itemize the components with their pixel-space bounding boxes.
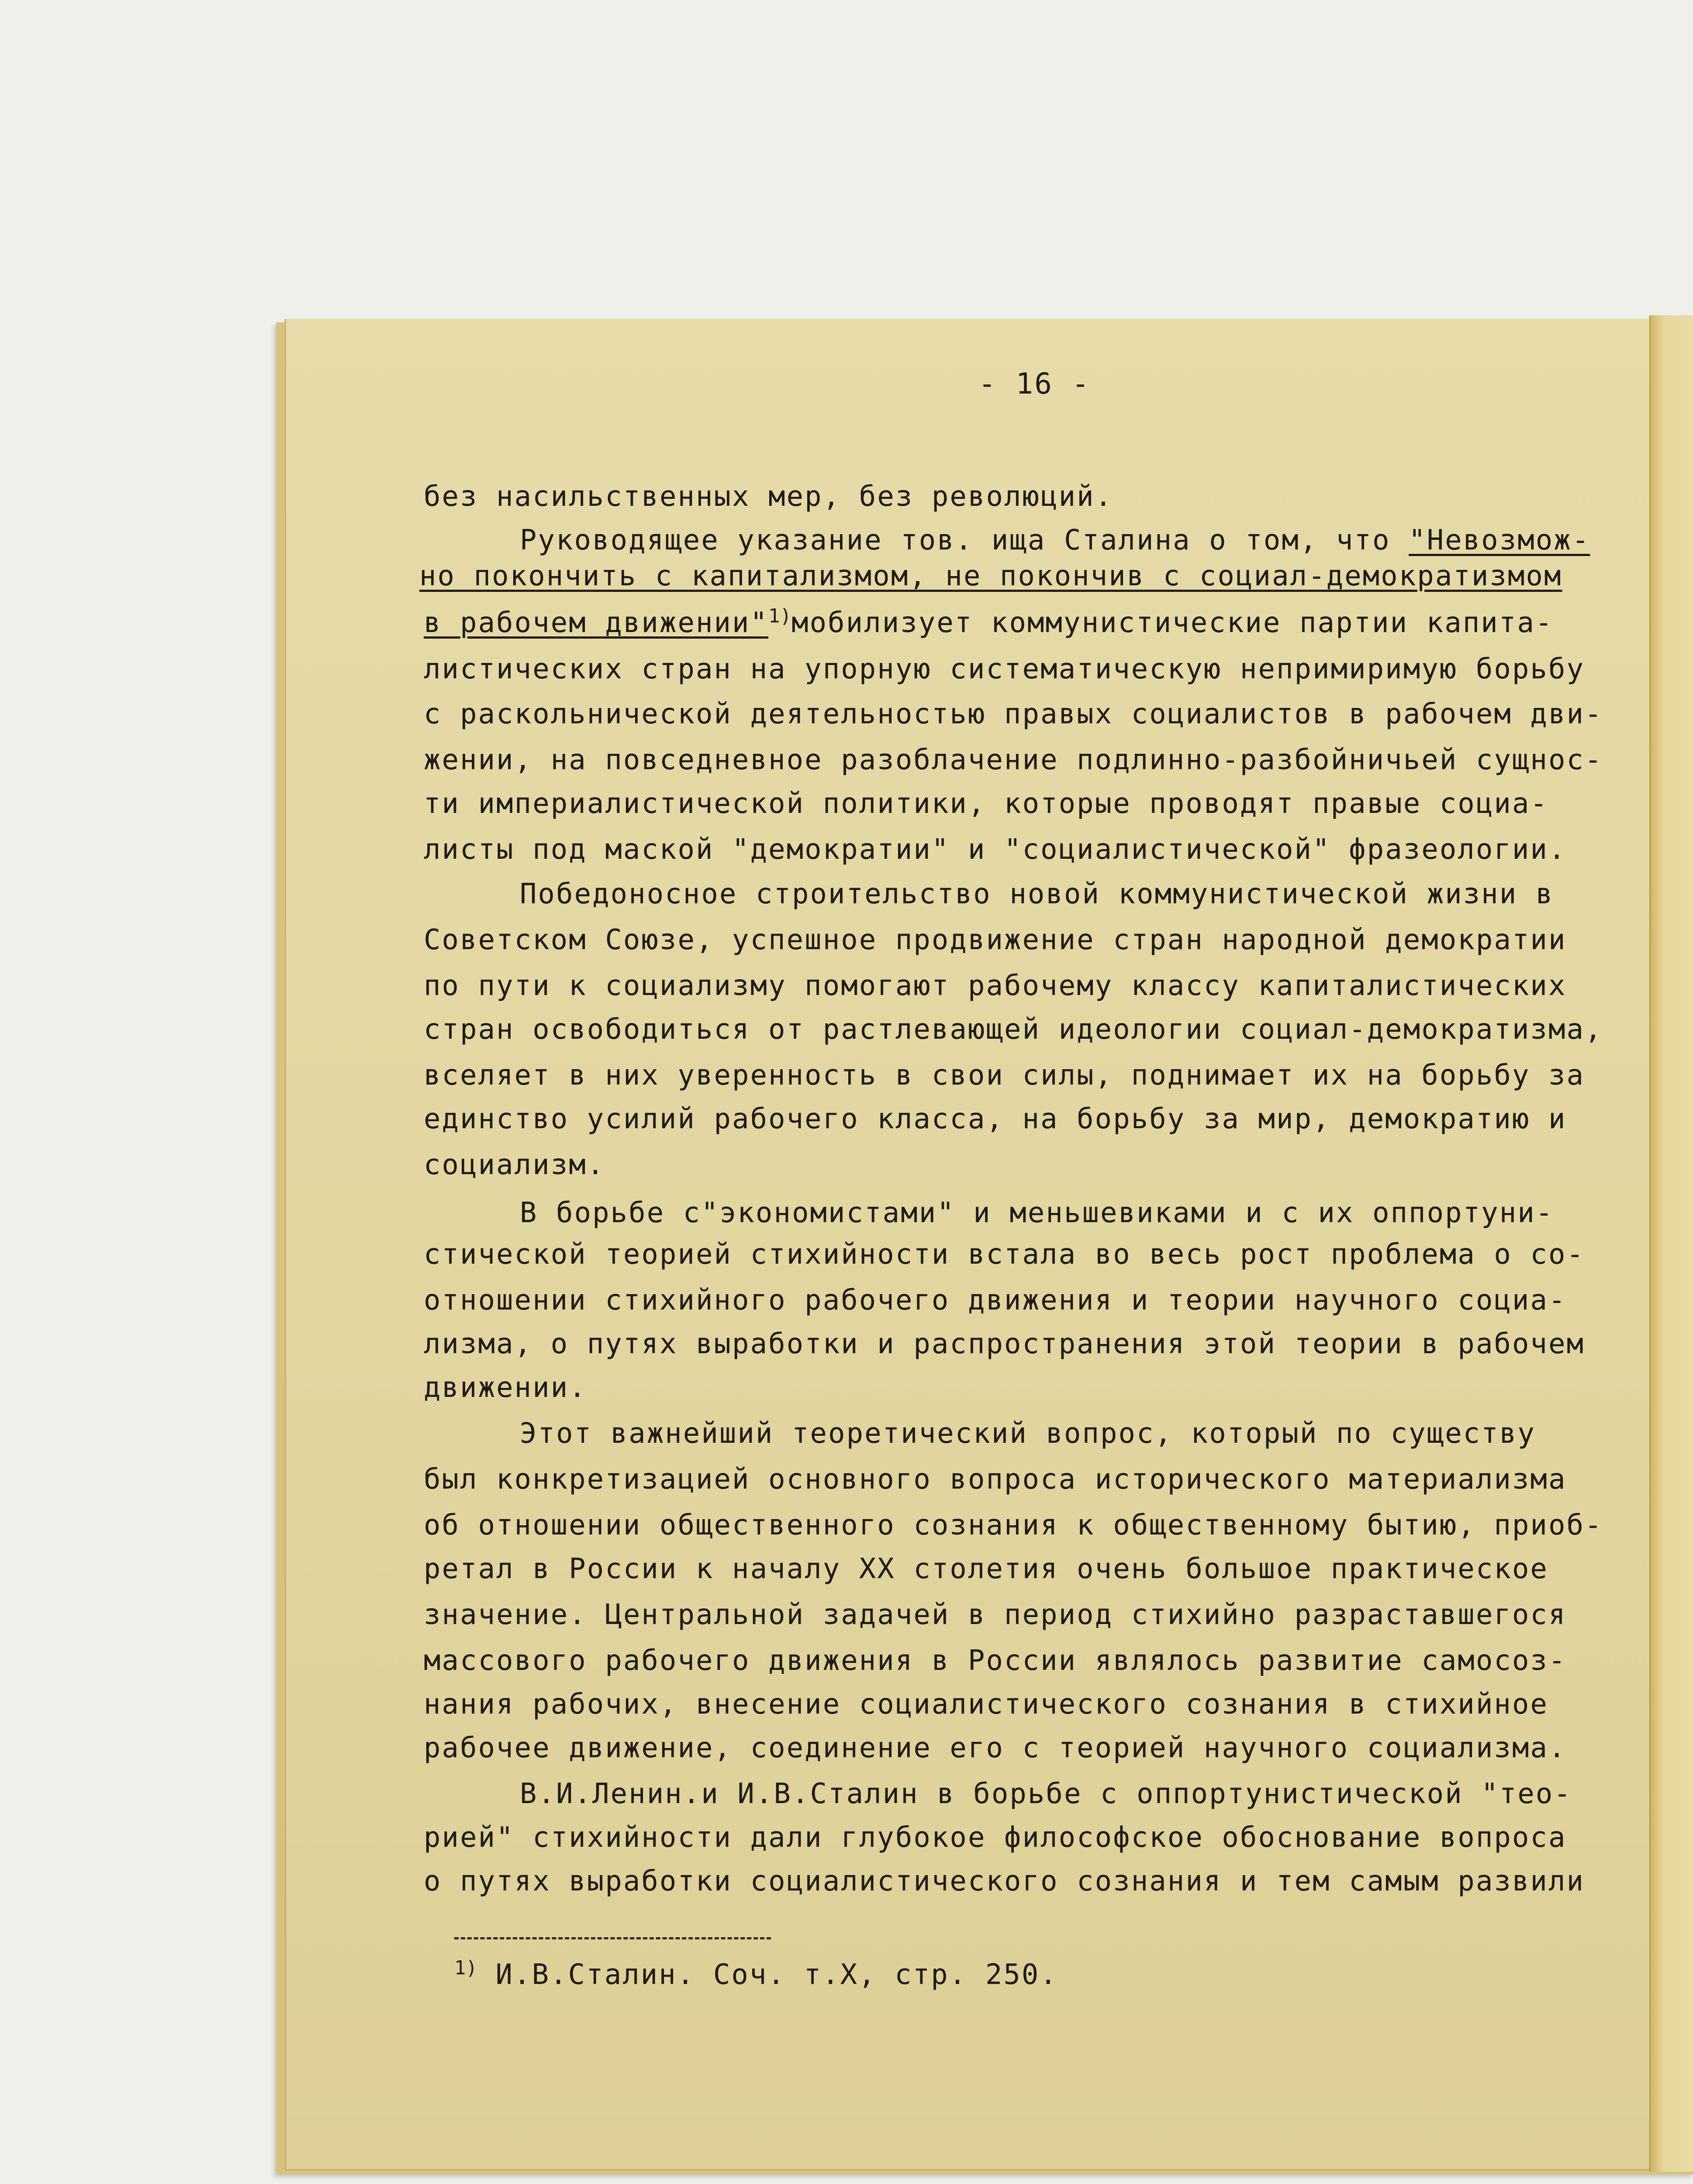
text-line: [424, 1372, 587, 1404]
text-segment: без насильственных мер, без революций.: [424, 480, 1113, 513]
text-segment: В.И.Ленин.и И.В.Сталин в борьбе с оппортунистической "тео-: [520, 1778, 1572, 1810]
text-line: [424, 1103, 1566, 1135]
text-segment: лизма, о путях выработки и распространения этой теории в рабочем: [424, 1328, 1585, 1360]
text-segment: стической теорией стихийности встала во весь рост проблема о со-: [424, 1238, 1585, 1271]
text-line: [424, 1149, 605, 1181]
text-segment: жении, на повседневное разоблачение подлинно-разбойничьей сущнос-: [424, 744, 1603, 776]
text-line: [424, 605, 1553, 639]
text-line: [424, 788, 1548, 820]
text-segment: Победоносное строительство новой коммунистической жизни в: [520, 878, 1554, 910]
text-segment: движении.: [424, 1372, 587, 1404]
text-segment: листических стран на упорную систематическую непримиримую борьбу: [424, 653, 1585, 685]
text-line: [424, 1284, 1566, 1317]
text-line: [424, 744, 1603, 776]
text-line: [424, 1328, 1585, 1360]
text-line: [520, 524, 1590, 556]
footnote-text: И.В.Сталин. Соч. т.X, стр. 250.: [495, 1959, 1058, 1991]
text-line: [424, 1732, 1566, 1764]
text-line: [424, 1821, 1566, 1854]
text-line: [419, 560, 1562, 592]
text-line: [424, 1688, 1548, 1721]
text-segment: ретал в России к началу XX столетия очень большое практическое: [424, 1553, 1548, 1585]
text-segment: мобилизует коммунистические партии капита-: [791, 607, 1554, 639]
text-line: [424, 653, 1585, 685]
text-line: [424, 833, 1566, 866]
text-line: [520, 878, 1554, 910]
text-line: [424, 1599, 1566, 1631]
text-segment: об отношении общественного сознания к общественному бытию, приоб-: [424, 1509, 1603, 1541]
underlined-quote: "Невозмож-: [1409, 524, 1590, 556]
footnote-ref: 1): [768, 605, 792, 627]
next-page-edge: [1649, 315, 1693, 2172]
text-line: [424, 970, 1566, 1002]
underlined-quote: но покончить с капитализмом, не покончив с социал-демократизмом: [419, 560, 1562, 592]
text-segment: отношении стихийного рабочего движения и теории научного социа-: [424, 1284, 1567, 1317]
text-line: [424, 480, 1113, 513]
text-line: [520, 1197, 1554, 1229]
text-segment: вселяет в них уверенность в свои силы, поднимает их на борьбу за: [424, 1059, 1585, 1092]
underlined-quote: в рабочем движении": [424, 607, 769, 639]
text-segment: листы под маской "демократии" и "социалистической" фразеологии.: [424, 833, 1567, 866]
text-segment: массового рабочего движения в России являлось развитие самосоз-: [424, 1645, 1567, 1677]
text-line: [424, 1553, 1548, 1585]
text-segment: стран освободиться от растлевающей идеологии социал-демократизма,: [424, 1013, 1603, 1046]
text-segment: рией" стихийности дали глубокое философское обоснование вопроса: [424, 1821, 1567, 1854]
text-segment: нания рабочих, внесение социалистического сознания в стихийное: [424, 1688, 1548, 1721]
text-segment: В борьбе с"экономистами" и меньшевиками и с их оппортуни-: [520, 1197, 1554, 1229]
page-number: - 16 -: [978, 367, 1091, 401]
text-segment: о путях выработки социалистического сознания и тем самым развили: [424, 1865, 1585, 1897]
text-segment: был конкретизацией основного вопроса исторического материализма: [424, 1463, 1567, 1496]
text-segment: с раскольнической деятельностью правых социалистов в рабочем дви-: [424, 698, 1603, 730]
text-line: [424, 1645, 1566, 1677]
text-line: [424, 1509, 1603, 1541]
footnote-marker: 1): [454, 1957, 477, 1979]
text-segment: Руководящее указание тов. ища Сталина о том, что: [520, 524, 1409, 556]
text-line: [424, 1059, 1585, 1092]
text-segment: ти империалистической политики, которые проводят правые социа-: [424, 788, 1548, 820]
text-line: [424, 1013, 1603, 1046]
text-line: [520, 1778, 1572, 1810]
text-segment: по пути к социализму помогают рабочему классу капиталистических: [424, 970, 1567, 1002]
text-line: [424, 698, 1603, 730]
text-segment: Советском Союзе, успешное продвижение стран народной демократии: [424, 924, 1567, 956]
text-line: [424, 1463, 1566, 1496]
text-line: [424, 1865, 1585, 1897]
text-segment: Этот важнейший теоретический вопрос, который по существу: [520, 1417, 1536, 1450]
text-line: [520, 1417, 1536, 1450]
footnote-separator: [454, 1937, 771, 1939]
text-segment: значение. Центральной задачей в период стихийно разраставшегося: [424, 1599, 1567, 1631]
text-segment: социализм.: [424, 1149, 605, 1181]
footnote: [454, 1957, 1058, 1991]
text-segment: единство усилий рабочего класса, на борьбу за мир, демократию и: [424, 1103, 1567, 1135]
text-line: [424, 1238, 1585, 1271]
text-line: [424, 924, 1566, 956]
text-segment: рабочее движение, соединение его с теорией научного социализма.: [424, 1732, 1567, 1764]
